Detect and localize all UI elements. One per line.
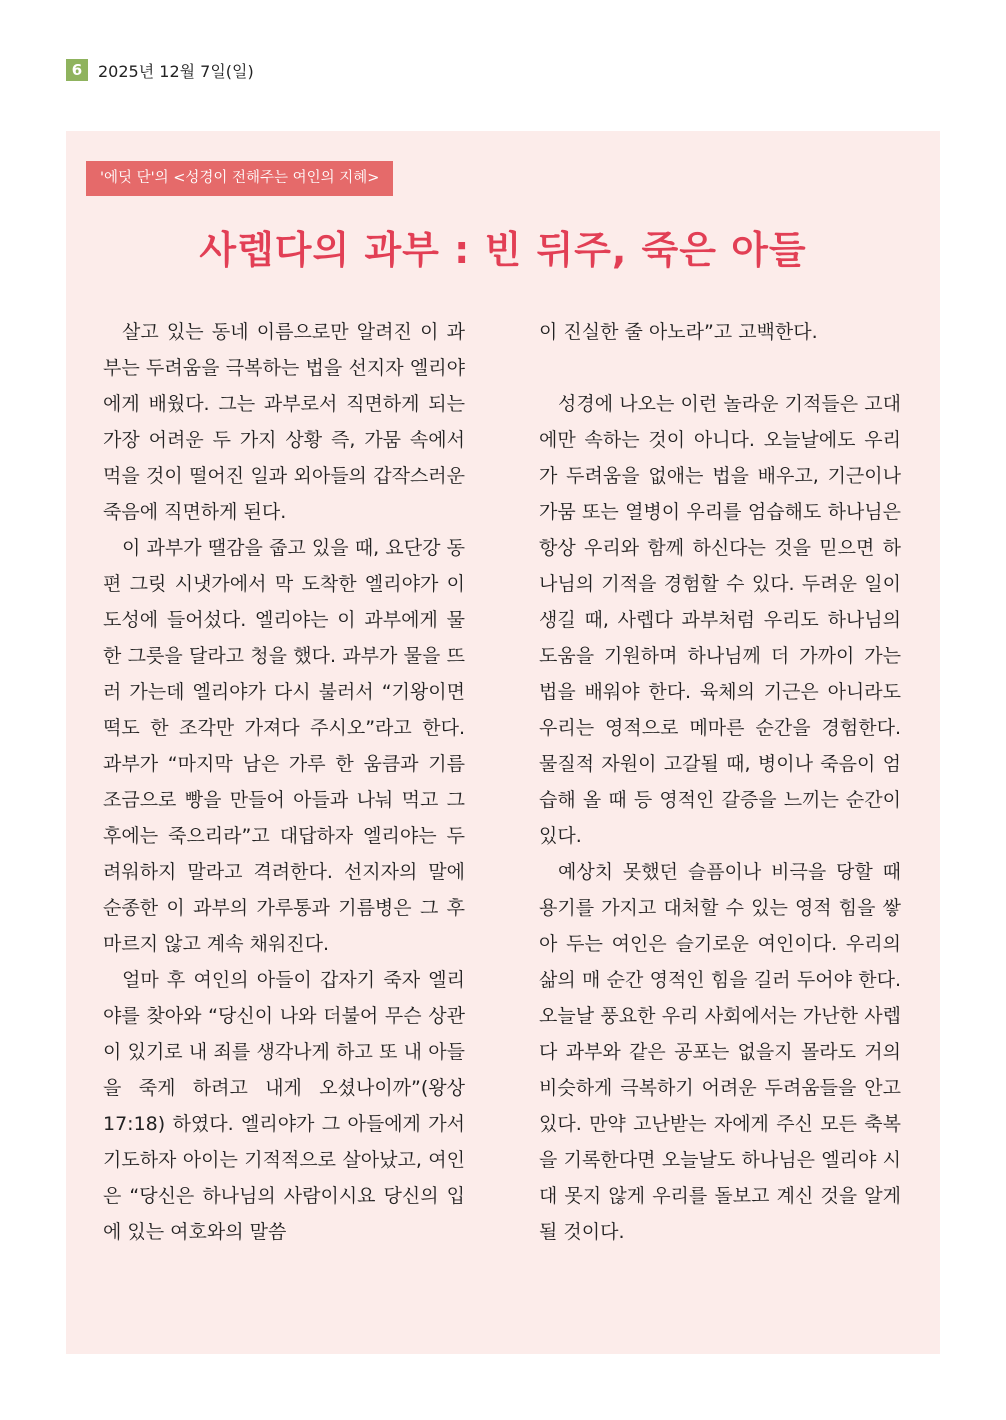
page-number: 6 xyxy=(66,59,88,81)
paragraph: 예상치 못했던 슬픔이나 비극을 당할 때 용기를 가지고 대처할 수 있는 영적 힘을 쌓아 두는 여인은 슬기로운 여인이다. 우리의 삶의 매 순간 영적인 힘을 길러 두어야 한다. 오늘날 풍요한 우리 사회에서는 가난한 사렙다 과부와 같은 공포는 없을지 몰라도 거의 비슷하게 극복하기 어려운 두려움들을 안고 있다. 만약 고난받는 자에게 주신 모든 축복을 기록한다면 오늘날도 하나님은 엘리야 시대 못지 않게 우리를 돌보고 계신 것을 알게 될 것이다. xyxy=(539,861,901,1243)
paragraph: 성경에 나오는 이런 놀라운 기적들은 고대에만 속하는 것이 아니다. 오늘날에도 우리가 두려움을 없애는 법을 배우고, 기근이나 가뭄 또는 열병이 우리를 엄습해도 하나님은 항상 우리와 함께 하신다는 것을 믿으면 하나님의 기적을 경험할 수 있다. 두려운 일이 생길 때, 사렙다 과부처럼 우리도 하나님의 도움을 기원하며 하나님께 더 가까이 가는 법을 배워야 한다. 육체의 기근은 아니라도 우리는 영적으로 메마른 순간을 경험한다. 물질적 자원이 고갈될 때, 병이나 죽음이 엄습해 올 때 등 영적인 갈증을 느끼는 순간이 있다. xyxy=(539,393,901,847)
article-panel xyxy=(66,131,940,1354)
right-column xyxy=(539,314,901,1250)
page-header xyxy=(66,58,254,82)
series-tag: '에딧 단'의 <성경이 전해주는 여인의 지혜> xyxy=(86,161,393,196)
issue-date: 2025년 12월 7일(일) xyxy=(98,61,254,81)
left-column xyxy=(103,314,465,1250)
article-title: 사렙다의 과부 : 빈 뒤주, 죽은 아들 xyxy=(199,228,807,272)
paragraph: 얼마 후 여인의 아들이 갑자기 죽자 엘리야를 찾아와 “당신이 나와 더불어 무슨 상관이 있기로 내 죄를 생각나게 하고 또 내 아들을 죽게 하려고 내게 오셨나이까”(왕상 17:18) 하였다. 엘리야가 그 아들에게 가서 기도하자 아이는 기적적으로 살아났고, 여인은 “당신은 하나님의 사람이시요 당신의 입에 있는 여호와의 말씀 xyxy=(103,969,465,1243)
paragraph: 살고 있는 동네 이름으로만 알려진 이 과부는 두려움을 극복하는 법을 선지자 엘리야에게 배웠다. 그는 과부로서 직면하게 되는 가장 어려운 두 가지 상황 즉, 가뭄 속에서 먹을 것이 떨어진 일과 외아들의 갑작스러운 죽음에 직면하게 된다. xyxy=(103,321,465,523)
paragraph-continuation: 이 진실한 줄 아노라”고 고백한다. xyxy=(539,321,818,343)
paragraph: 이 과부가 땔감을 줍고 있을 때, 요단강 동편 그릿 시냇가에서 막 도착한 엘리야가 이 도성에 들어섰다. 엘리야는 이 과부에게 물 한 그릇을 달라고 청을 했다. 과부가 물을 뜨러 가는데 엘리야가 다시 불러서 “기왕이면 떡도 한 조각만 가져다 주시오”라고 한다. 과부가 “마지막 남은 가루 한 움큼과 기름 조금으로 빵을 만들어 아들과 나눠 먹고 그후에는 죽으리라”고 대답하자 엘리야는 두려워하지 말라고 격려한다. 선지자의 말에 순종한 이 과부의 가루통과 기름병은 그 후 마르지 않고 계속 채워진다. xyxy=(103,537,465,955)
